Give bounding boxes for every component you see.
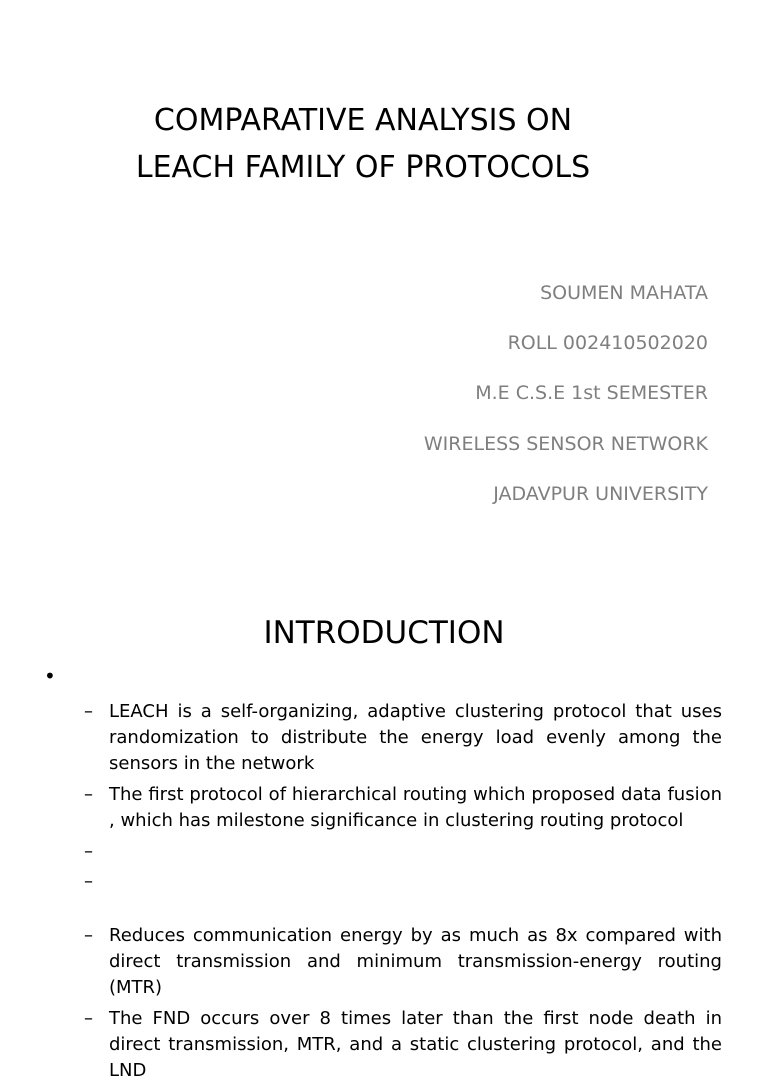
dash-marker: – [84,871,93,892]
roll-number: ROLL 002410502020 [507,332,708,354]
university: JADAVPUR UNIVERSITY [493,483,708,505]
dash-marker: – [84,701,93,722]
bullet-point: • [44,664,56,688]
dash-marker: – [84,841,93,862]
list-item-text: Reduces communication energy by as much as 8x compared with direct transmission and minimum transmission-energy routing (MTR) [109,925,722,998]
list-item [84,699,722,777]
list-item-text: The first protocol of hierarchical routing which proposed data fusion , which has milestone significance in clustering routing protocol [109,784,722,831]
author-name: SOUMEN MAHATA [540,282,708,304]
dash-list [84,699,722,1084]
list-item-empty [84,839,722,865]
title-line-1: COMPARATIVE ANALYSIS ON [153,103,573,138]
dash-marker: – [84,925,93,946]
introduction-slide [0,572,768,1081]
title-line-2: LEACH FAMILY OF PROTOCOLS [135,150,591,185]
list-item [84,782,722,834]
subject: WIRELESS SENSOR NETWORK [423,433,708,455]
dash-marker: – [84,784,93,805]
list-item-empty [84,869,722,895]
list-item-text: LEACH is a self-organizing, adaptive clustering protocol that uses randomization to distribute the energy load evenly among the sensors in the network [109,701,722,774]
list-item [84,1006,722,1084]
list-item [84,923,722,1001]
dash-marker: – [84,1008,93,1029]
course-semester: M.E C.S.E 1st SEMESTER [475,382,708,404]
slide-heading: INTRODUCTION [263,615,505,651]
list-item-text: The FND occurs over 8 times later than the first node death in direct transmission, MTR, and a static clustering protocol, and the LND [109,1008,722,1081]
